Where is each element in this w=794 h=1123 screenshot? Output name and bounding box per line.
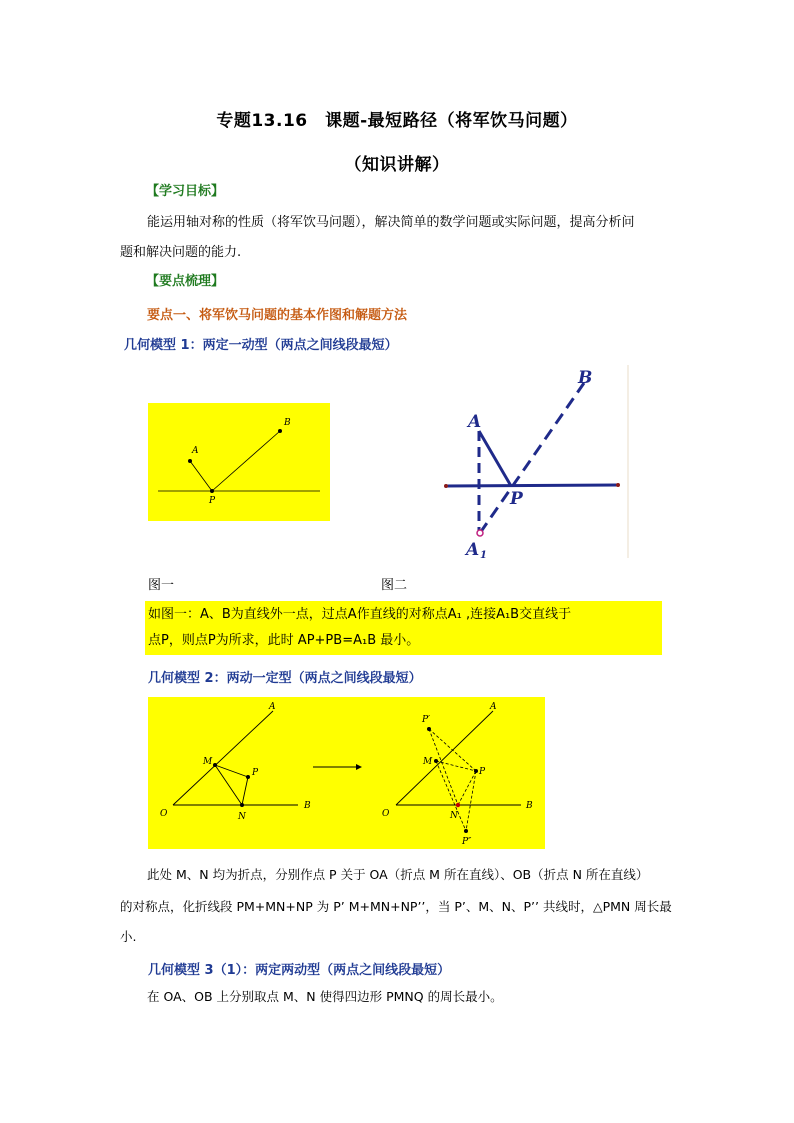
fig1-caption: 图一 <box>148 578 175 593</box>
fig1-label-b: B <box>284 418 291 428</box>
fig2-label-a1: A <box>466 540 480 560</box>
fig2-line-end-right <box>616 483 620 487</box>
fig3-label-b: B <box>304 801 311 811</box>
fig2-line <box>446 485 618 486</box>
point1-heading: 要点一、将军饮马问题的基本作图和解题方法 <box>147 308 408 323</box>
fig2-label-b: B <box>578 368 593 388</box>
fig4-label-b: B <box>526 801 533 811</box>
model2-text-line2: 的对称点，化折线段 PM+MN+NP 为 P’ M+MN+NP’’，当 P’、M、N、P’’ 共线时，△PMN 周长最 <box>120 899 672 914</box>
model2-text-line1: 此处 M、N 均为折点，分别作点 P 关于 OA（折点 M 所在直线）、OB（折点 N 所在直线） <box>147 867 649 882</box>
fig4-label-o: O <box>382 809 390 819</box>
fig4-label-p1: P′ <box>422 715 431 725</box>
goal-text-line2: 题和解决问题的能力. <box>120 245 242 260</box>
figure-2 <box>432 363 632 563</box>
fig1-point-a <box>188 459 192 463</box>
section-goal-heading: 【学习目标】 <box>146 184 225 199</box>
fig3-label-a: A <box>269 702 276 712</box>
figure-1 <box>148 403 330 521</box>
model2-heading: 几何模型 2：两动一定型（两点之间线段最短） <box>148 671 422 686</box>
model3-heading: 几何模型 3（1）：两定两动型（两点之间线段最短） <box>148 963 451 978</box>
fig3-label-n: N <box>238 812 246 822</box>
fig4-point-p1 <box>427 727 431 731</box>
fig2-label-p: P <box>510 489 523 509</box>
fig2-label-a1-sub: 1 <box>480 550 487 561</box>
fig4-point-p <box>474 769 478 773</box>
fig3-label-p: P <box>252 768 259 778</box>
fig1-label-p: P <box>209 496 216 506</box>
fig2-segment-ap <box>479 431 511 486</box>
fig4-label-p2: P″ <box>462 837 472 847</box>
fig4-label-m: M <box>423 757 433 767</box>
model2-text-line3: 小. <box>120 929 137 944</box>
fig4-label-p: P <box>479 767 486 777</box>
fig3-label-m: M <box>203 757 213 767</box>
fig2-caption: 图二 <box>381 578 408 593</box>
fig2-point-a1 <box>477 530 483 536</box>
fig1-point-b <box>278 429 282 433</box>
page-title: 专题13.16 课题-最短路径（将军饮马问题） <box>216 111 578 131</box>
fig4-point-n <box>456 803 460 807</box>
fig3-label-o: O <box>160 809 168 819</box>
section-points-heading: 【要点梳理】 <box>146 274 225 289</box>
fig1-point-p <box>210 489 214 493</box>
fig3-point-p <box>246 775 250 779</box>
fig3-point-m <box>213 763 217 767</box>
model1-note-line1: 如图一：A、B为直线外一点，过点A作直线的对称点A₁ ,连接A₁B交直线于 <box>148 607 572 622</box>
fig4-point-m <box>434 759 438 763</box>
goal-text-line1: 能运用轴对称的性质（将军饮马问题），解决简单的数学问题或实际问题，提高分析问 <box>147 215 635 230</box>
model3-text: 在 OA、OB 上分别取点 M、N 使得四边形 PMNQ 的周长最小。 <box>147 989 503 1004</box>
model1-note-line2: 点P，则点P为所求，此时 AP+PB=A₁B 最小。 <box>148 633 420 648</box>
fig2-line-end-left <box>444 484 448 488</box>
fig4-point-p2 <box>464 829 468 833</box>
fig1-label-a: A <box>192 446 199 456</box>
fig3-point-n <box>240 803 244 807</box>
fig4-label-n: N <box>450 811 458 821</box>
fig2-label-a: A <box>468 412 482 432</box>
figure-3-4 <box>148 697 545 849</box>
figure-1-background <box>148 403 330 521</box>
model1-heading: 几何模型 1：两定一动型（两点之间线段最短） <box>124 338 398 353</box>
fig4-label-a: A <box>490 702 497 712</box>
page-subtitle: （知识讲解） <box>344 155 450 175</box>
